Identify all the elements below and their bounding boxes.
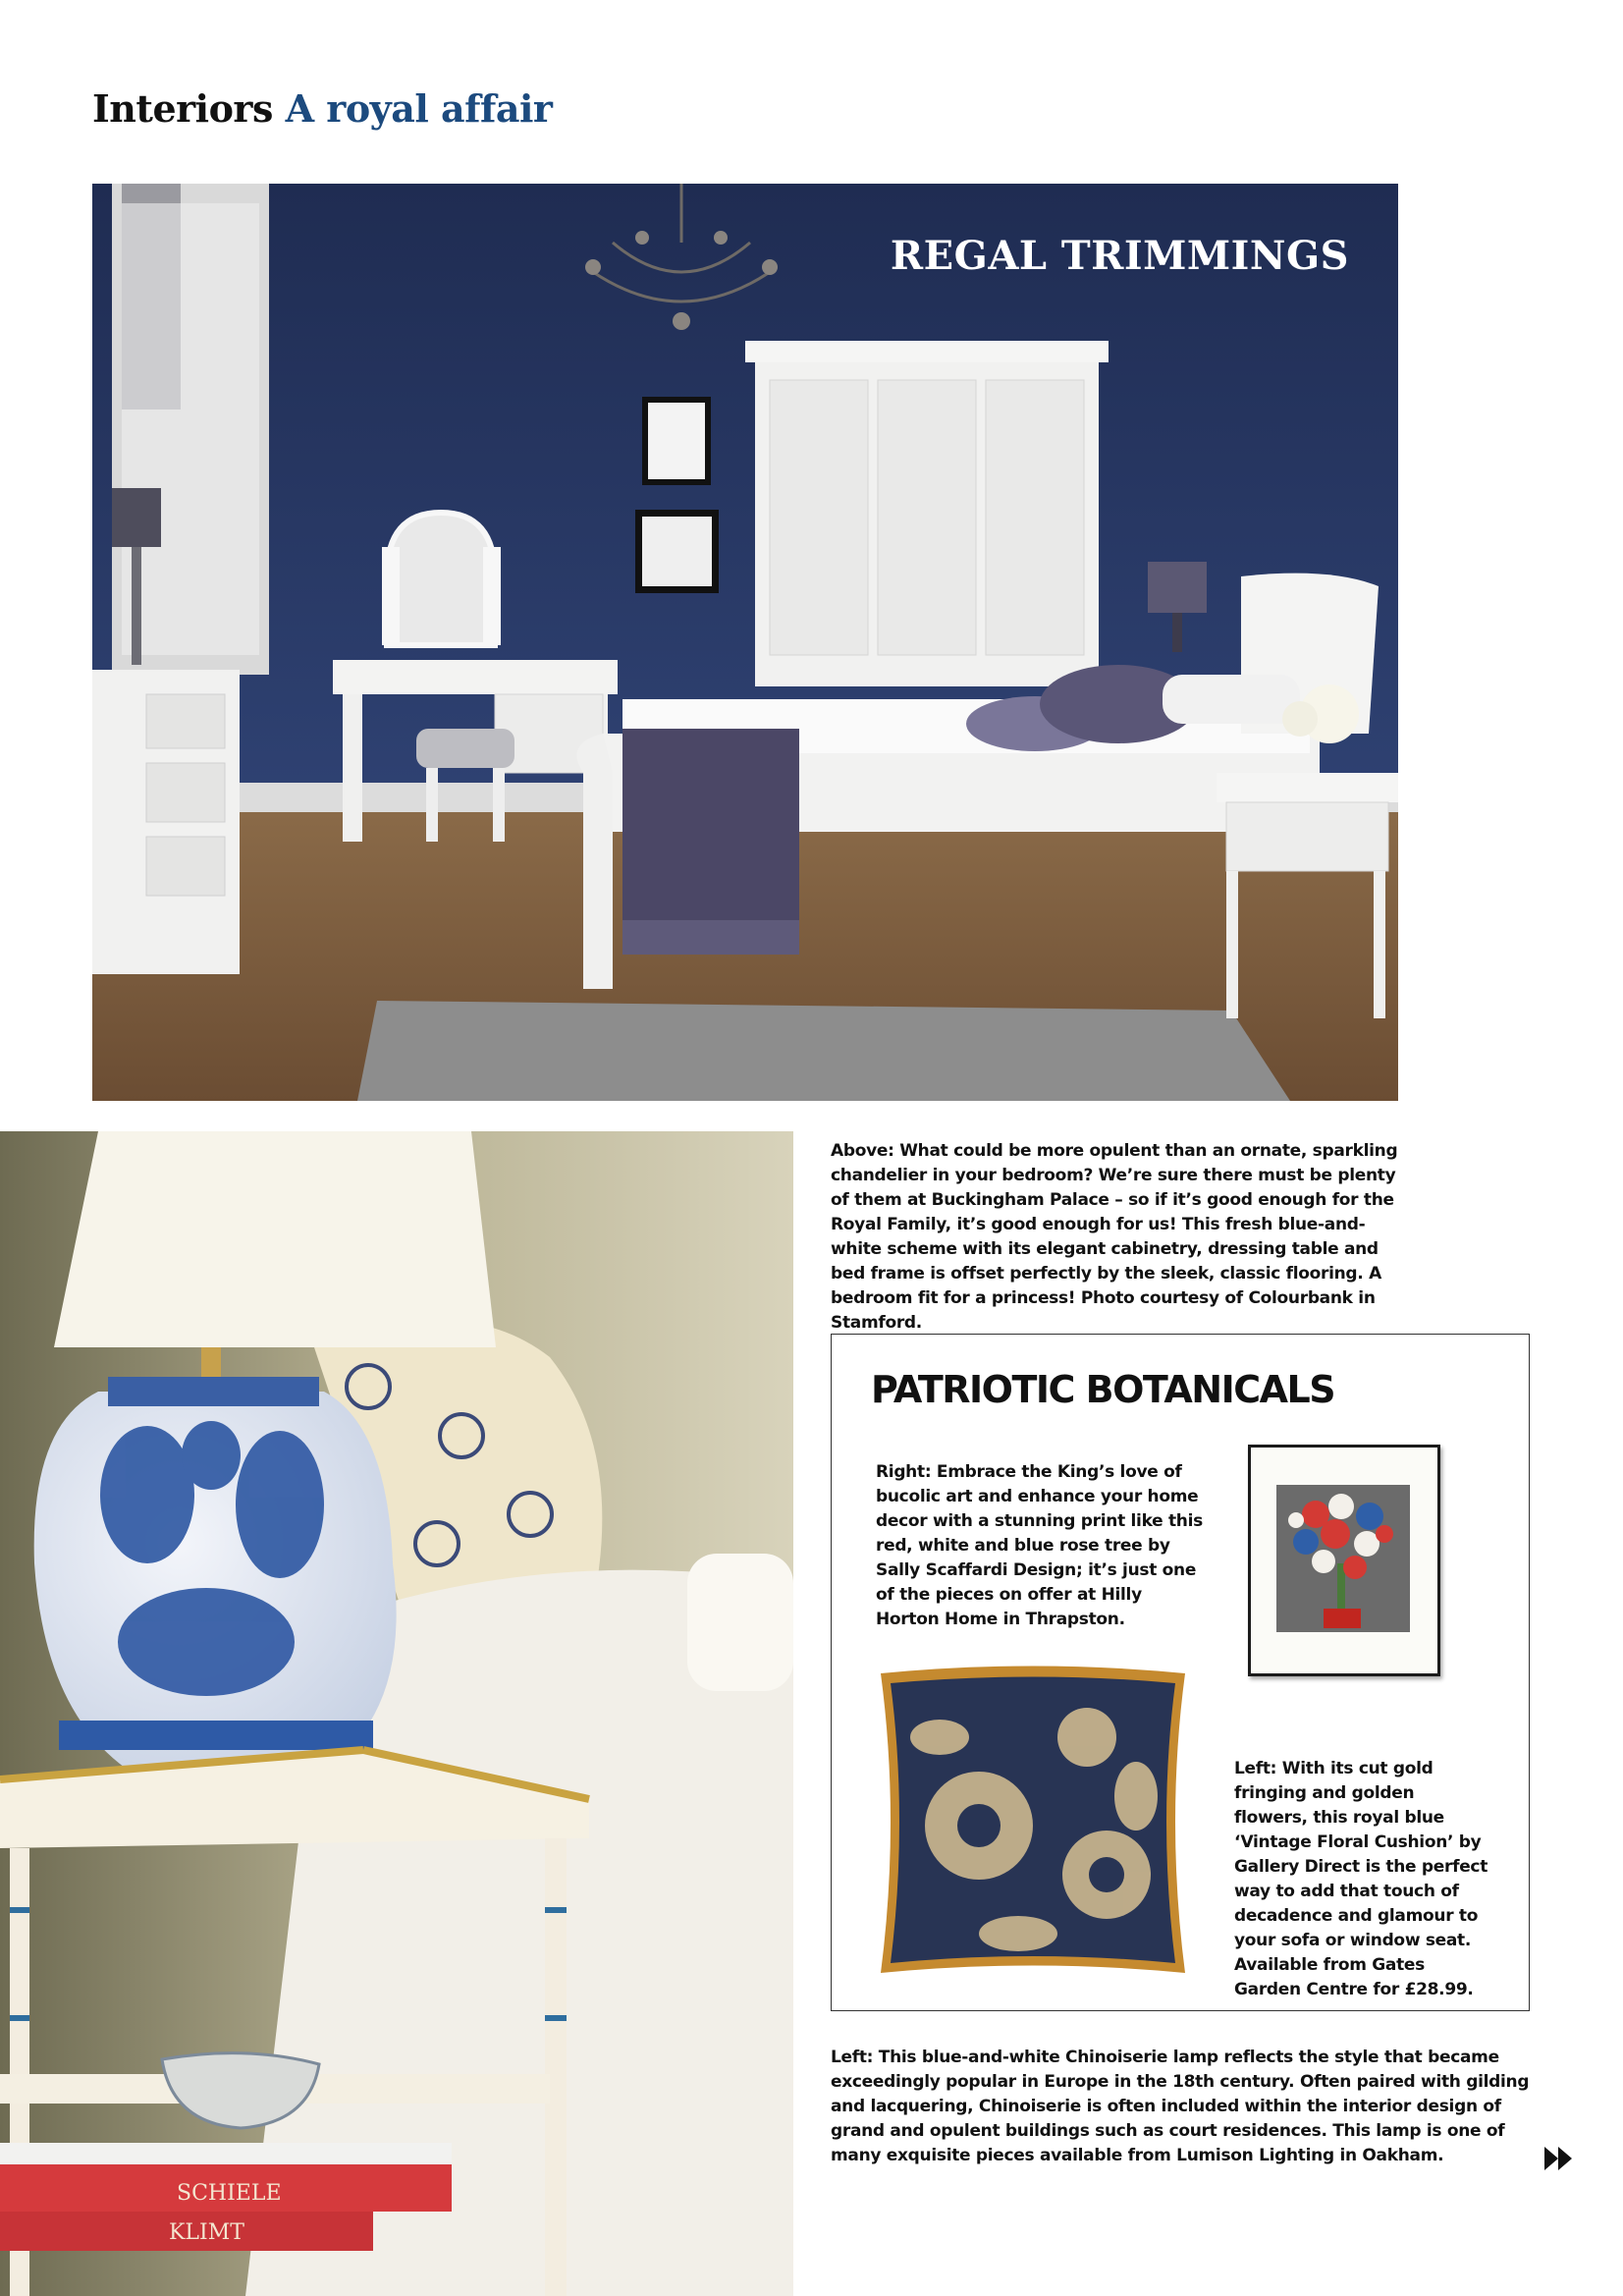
- lamp-photo-illustration: [0, 1131, 793, 2296]
- book-title-schiele: SCHIELE: [177, 2181, 282, 2206]
- lamp-caption-brand: Lumison Lighting: [1176, 2146, 1334, 2165]
- page-header: [92, 86, 552, 131]
- vintage-floral-cushion: [871, 1659, 1195, 1988]
- print-caption-text: Right: Embrace the King’s love of bucolic art and enhance your home decor with a stunning print like this red, white and blue rose tree by Sally Scaffardi Design; it’s just one of the pieces on offer at: [876, 1462, 1203, 1605]
- bedroom-caption-tail: in Stamford.: [831, 1288, 1376, 1333]
- cushion-illustration: [871, 1659, 1195, 1983]
- book-title-klimt: KLIMT: [169, 2220, 244, 2245]
- photo-title: REGAL TRIMMINGS: [890, 233, 1349, 279]
- page-title: A royal affair: [285, 86, 553, 131]
- cushion-caption-tail: for £28.99.: [1367, 1980, 1474, 1999]
- print-caption-tail: in Thrapston.: [997, 1610, 1125, 1629]
- patriotic-botanicals-panel: [831, 1334, 1530, 2011]
- print-caption: [876, 1460, 1210, 1632]
- bedroom-caption-text: Above: What could be more opulent than an ornate, sparkling chandelier in your bedroom? We’re sure there must be plenty of them at Buckingham Palace – so if it’s good enough for the Royal Family, it’s good enough for us! This fresh blue-and-white scheme with its elegant cabinetry, dressing table and bed frame is offset perfectly by the sleek, classic flooring. A bedroom fit for a princess! Photo courtesy of: [831, 1141, 1398, 1308]
- bedroom-photo-illustration: [92, 184, 1398, 1101]
- lamp-caption-text: Left: This blue-and-white Chinoiserie lamp reflects the style that became exceedingly popular in Europe in the 18th century. Often paired with gilding and lacquering, Chinoiserie is often included within the interior design of grand and opulent buildings such as court residences. This lamp is one of many exquisite pieces available from: [831, 2048, 1530, 2165]
- cushion-caption-text: Left: With its cut gold fringing and golden flowers, this royal blue ‘Vintage Floral Cushion’ by Gallery Direct is the perfect way to add that touch of decadence and glamour to your sofa or window seat. Available from: [1234, 1759, 1488, 1975]
- bedroom-caption-brand: Colourbank: [1248, 1288, 1353, 1308]
- rose-tree-illustration: [1276, 1485, 1410, 1632]
- section-label: Interiors: [92, 86, 273, 131]
- bedroom-photo: [92, 184, 1398, 1101]
- lamp-caption: [831, 2046, 1538, 2168]
- cushion-caption: [1234, 1757, 1489, 2002]
- panel-title: PATRIOTIC BOTANICALS: [871, 1368, 1335, 1411]
- fast-forward-icon[interactable]: [1544, 2147, 1574, 2170]
- chinoiserie-lamp-photo: [0, 1131, 793, 2296]
- cushion-caption-brand: Gates Garden Centre: [1234, 1955, 1425, 1999]
- bedroom-caption: [831, 1139, 1410, 1336]
- rose-tree-print: [1248, 1445, 1440, 1676]
- print-caption-brand: Hilly Horton Home: [876, 1585, 1142, 1629]
- lamp-caption-tail: in Oakham.: [1333, 2146, 1444, 2165]
